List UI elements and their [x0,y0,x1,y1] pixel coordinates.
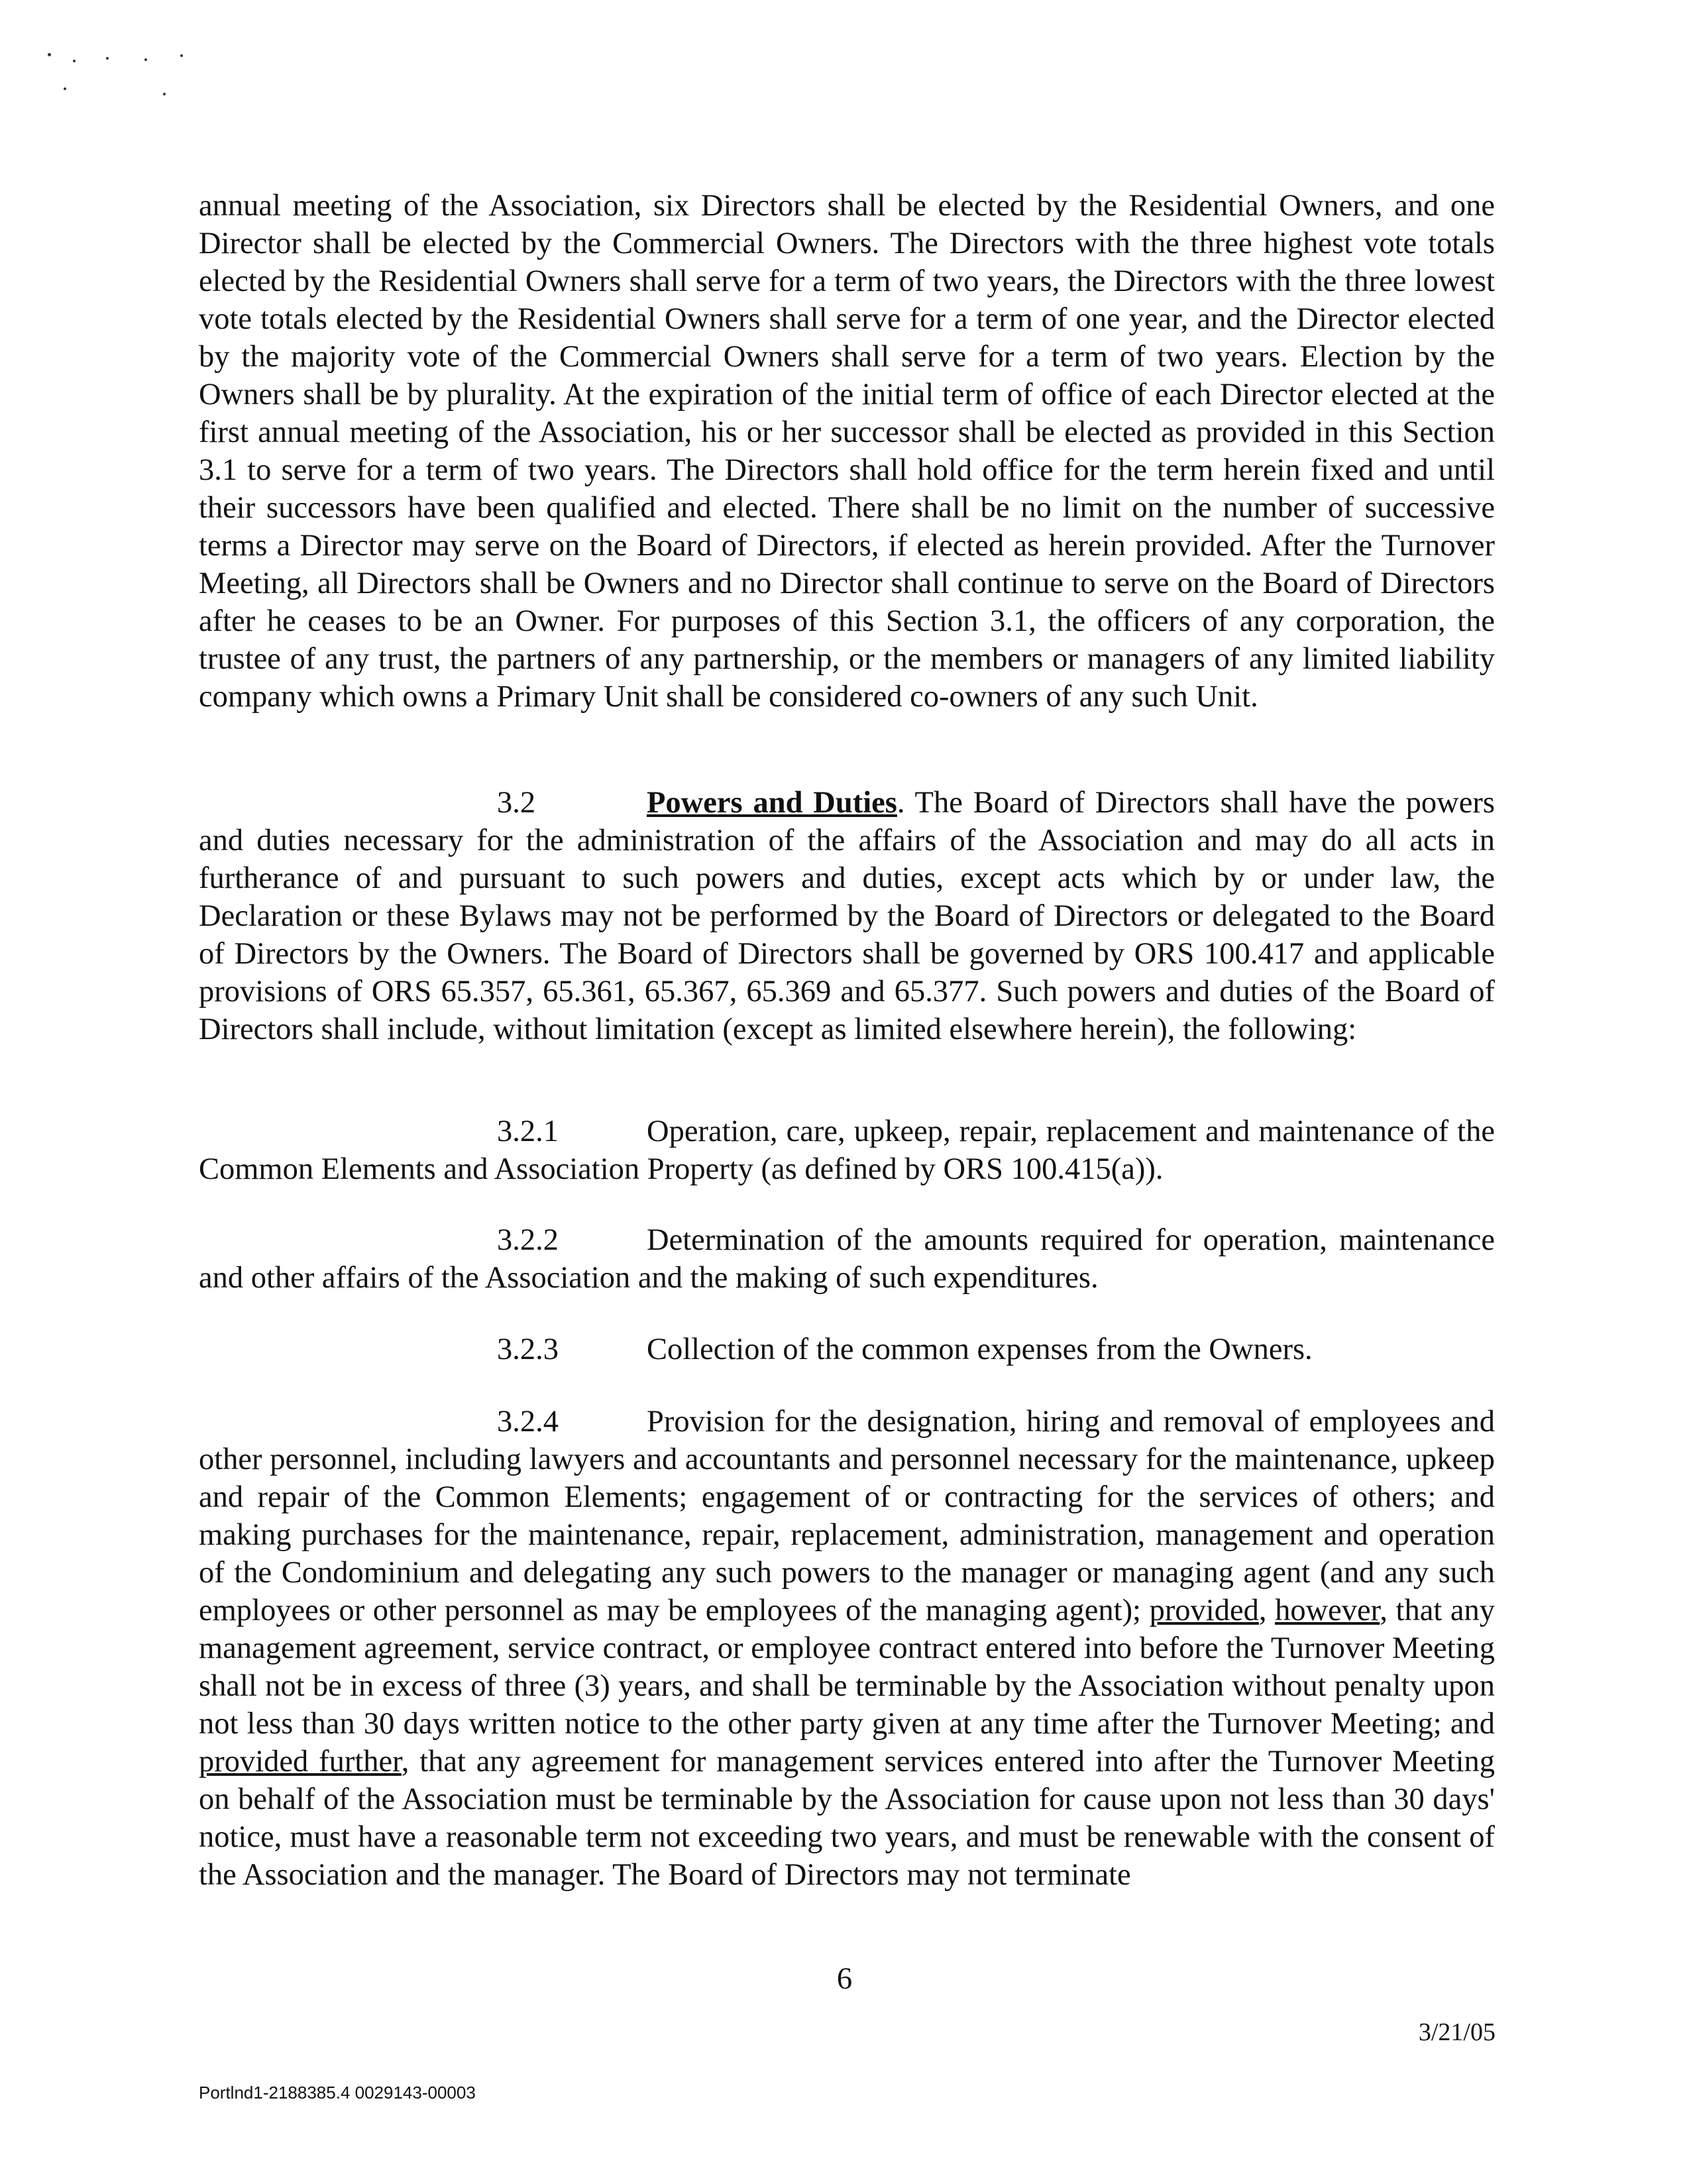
section-3-2-1-paragraph [199,1113,1495,1188]
paragraph-text: Provision for the designation, hiring and removal of employees and other personnel, including lawyers and accountants and personnel necessary for the maintenance, upkeep and repair of the Common Elements; engagement of or contracting for the services of others; and making purchases for the maintenance, repair, replacement, administration, management and operation of the Condominium and delegating any such powers to the manager or managing agent (and any such employees or other personnel as may be employees of the managing agent); [199,1405,1495,1627]
scan-speck [106,57,109,60]
page-number: 6 [836,1962,853,1996]
provided-further-emphasis: provided further [199,1745,402,1778]
paragraph-text: Operation, care, upkeep, repair, replacement and maintenance of the Common Elements and Association Property (as defined by ORS 100.415(a)). [199,1115,1495,1186]
section-3-2-3-paragraph [199,1331,1495,1368]
paragraph-text: Determination of the amounts required for operation, maintenance and other affairs of the Association and the making of such expenditures. [199,1223,1495,1295]
scan-speck [180,54,183,57]
paragraph-text: , that any agreement for management services entered into after the Turnover Meeting on behalf of the Association must be terminable by the Association for cause upon not less than 30 days' notice, must have a reasonable term not exceeding two years, and must be renewable with the consent of the Association and the manager. The Board of Directors may not terminate [199,1745,1495,1892]
section-number: 3.2 [497,786,536,820]
scan-speck [163,93,166,95]
footer-date: 3/21/05 [1418,2018,1496,2046]
section-heading: Powers and Duties [647,786,897,820]
subsection-number: 3.2.1 [497,1115,559,1148]
scan-speck [48,53,51,56]
paragraph-text: , that any management agreement, service contract, or employee contract entered into before the Turnover Meeting shall not be in excess of three (3) years, and shall be terminable by the Association without penalty upon not less than 30 days written notice to the other party given at any time after the Turnover Meeting; and [199,1594,1495,1741]
section-3-1-continued-paragraph [199,187,1495,716]
document-id: Portlnd1-2188385.4 0029143-00003 [199,2083,476,2102]
paragraph-text: annual meeting of the Association, six Directors shall be elected by the Residential Owners, and one Director shall be elected by the Commercial Owners. The Directors with the three highest vote totals elected by the Residential Owners shall serve for a term of two years, the Directors with the three lowest vote totals elected by the Residential Owners shall serve for a term of one year, and the Director elected by the majority vote of the Commercial Owners shall serve for a term of two years. Election by the Owners shall be by plurality. At the expiration of the initial term of office of each Director elected at the first annual meeting of the Association, his or her successor shall be elected as provided in this Section 3.1 to serve for a term of two years. The Directors shall hold office for the term herein fixed and until their successors have been qualified and elected. There shall be no limit on the number of successive terms a Director may serve on the Board of Directors, if elected as herein provided. After the Turnover Meeting, all Directors shall be Owners and no Director shall continue to serve on the Board of Directors after he ceases to be an Owner. For purposes of this Section 3.1, the officers of any corporation, the trustee of any trust, the partners of any partnership, or the members or managers of any limited liability company which owns a Primary Unit shall be considered co-owners of any such Unit. [199,189,1495,714]
subsection-number: 3.2.3 [497,1333,559,1366]
paragraph-text: The Board of Directors shall have the powers and duties necessary for the administration of the affairs of the Association and may do all acts in furtherance of and pursuant to such powers and duties, except acts which by or under law, the Declaration or these Bylaws may not be performed by the Board of Directors or delegated to the Board of Directors by the Owners. The Board of Directors shall be governed by ORS 100.417 and applicable provisions of ORS 65.357, 65.361, 65.367, 65.369 and 65.377. Such powers and duties of the Board of Directors shall include, without limitation (except as limited elsewhere herein), the following: [199,786,1495,1046]
section-3-2-paragraph [199,784,1495,1048]
section-3-2-4-paragraph: 3.2.4 Provision for the designation, hiring and removal of employees and other personnel, including lawyers and accountants and personnel necessary for the maintenance, upkeep and repair of the Common Elements; engagement of or contracting for the services of others; and making purchases for the maintenance, repair, replacement, administration, management and operation of the Condominium and delegating any such powers to the manager or managing agent (and any such employees or other personnel as may be employees of the managing agent); provided, however, that any management agreement, service contract, or employee contract entered into before the Turnover Meeting shall not be in excess of three (3) years, and shall be terminable by the Association without penalty upon not less than 30 days written notice to the other party given at any time after the Turnover Meeting; and provided further, that any agreement for management services entered into after the Turnover Meeting on behalf of the Association must be terminable by the Association for cause upon not less than 30 days' notice, must have a reasonable term not exceeding two years, and must be renewable with the consent of the Association and the manager. The Board of Directors may not terminate [199,1403,1495,1894]
scan-speck [64,87,66,90]
paragraph-text: Collection of the common expenses from the Owners. [647,1333,1313,1366]
subsection-number: 3.2.2 [497,1223,559,1257]
section-3-2-2-paragraph [199,1221,1495,1297]
scan-speck [73,60,76,62]
provided-emphasis: provided [1149,1594,1259,1627]
scan-speck [144,58,147,61]
heading-period: . [897,786,905,820]
subsection-number: 3.2.4 [497,1405,559,1439]
however-emphasis: however [1275,1594,1380,1627]
